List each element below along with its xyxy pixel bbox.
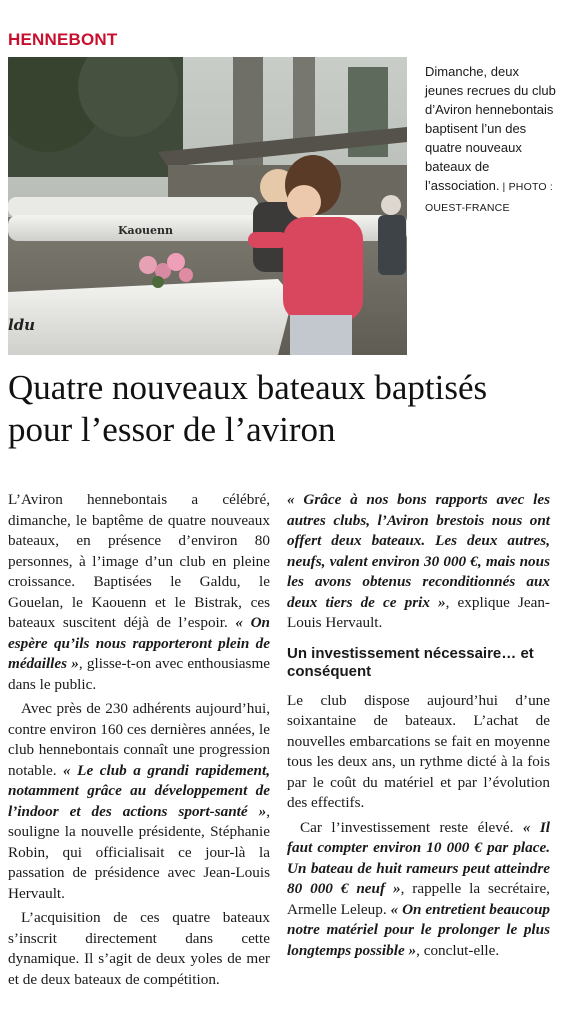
paragraph-5: Car l’investissement reste élevé. « Il faut compter environ 10 000 € par place. Un bateau de huit rameurs peut atteindre 80 000 € neuf », rappelle la secrétaire, Armelle Leleup. « On entretient beaucoup notre matériel pour le prolonger le plus longtemps possible », conclut-elle. xyxy=(287,818,550,959)
quote: « On espère qu’ils nous rapporteront plein de médailles » xyxy=(8,614,270,672)
paragraph-2: Avec près de 230 adhérents aujourd’hui, contre environ 160 ces dernières années, le club hennebontais connaît une progression notable. « Le club a grandi rapidement, notamment grâce au développement de l’indoor et des actions sport-santé », souligne la nouvelle présidente, Stéphanie Robin, qui officialisait ce jour-là la passation de présidence avec Jean-Louis Hervault. xyxy=(8,700,271,902)
quote: « Il faut compter environ 10 000 € par place. Un bateau de huit rameurs peut atteindre 80 000 € neuf » xyxy=(287,818,550,897)
article-headline: Quatre nouveaux bateaux baptisés pour l’essor de l’aviron xyxy=(8,368,488,449)
paragraph-3: L’acquisition de ces quatre bateaux s’inscrit directement dans cette dynamique. Il s’agit de deux yoles de mer et de deux bateaux de compétition. xyxy=(8,909,270,988)
paragraph-1: L’Aviron hennebontais a célébré, dimanche, le baptême de quatre nouveaux bateaux, en présence d’environ 80 personnes, à l’image d’un club en pleine croissance. Baptisées le Galdu, le Gouelan, le Kaouenn et le Bistrak, ces bateaux suscitent déjà de l’espoir. « On espère qu’ils nous rapporteront plein de médailles », glisse-t-on avec enthousiasme dans le public. xyxy=(8,491,270,693)
photo-caption xyxy=(425,62,560,218)
photo-credit: | PHOTO : OUEST-FRANCE xyxy=(425,181,553,214)
boat-name-partial: ldu xyxy=(8,316,36,334)
caption-text: Dimanche, deux jeunes recrues du club d’Aviron hennebontais baptisent l’un des quatre nouveaux bateaux de l’association. xyxy=(425,64,556,193)
article-column-right xyxy=(287,490,550,961)
boat-name-kaouenn: Kaouenn xyxy=(118,224,174,237)
quote: « Le club a grandi rapidement, notamment grâce au développement de l’indoor et des actions sport-santé » xyxy=(8,761,271,820)
paragraph-4: Le club dispose aujourd’hui d’une soixantaine de bateaux. L’achat de nouvelles embarcations se fait en moyenne tous les deux ans, un rythme dicté à la fois par le coût du matériel et par l’évolution des effectifs. xyxy=(287,691,550,811)
section-kicker: HENNEBONT xyxy=(8,30,118,49)
quote: « Grâce à nos bons rapports avec les autres clubs, l’Aviron brestois nous ont offert deux bateaux. Les deux autres, neufs, valent environ 30 000 €, mais nous les avons obtenus reconditionnés aux deux tiers de ce prix » xyxy=(287,491,550,611)
article-photo xyxy=(8,57,407,355)
quote: « On entretient beaucoup notre matériel pour le prolonger le plus longtemps possible » xyxy=(287,900,550,959)
article-column-left xyxy=(8,490,270,990)
article-subhead: Un investissement nécessaire… et conséquent xyxy=(287,644,534,680)
paragraph-3-quote: « Grâce à nos bons rapports avec les autres clubs, l’Aviron brestois nous ont offert deux bateaux. Les deux autres, neufs, valent environ 30 000 €, mais nous les avons obtenus reconditionnés aux deux tiers de ce prix », explique Jean-Louis Hervault. xyxy=(287,491,550,631)
